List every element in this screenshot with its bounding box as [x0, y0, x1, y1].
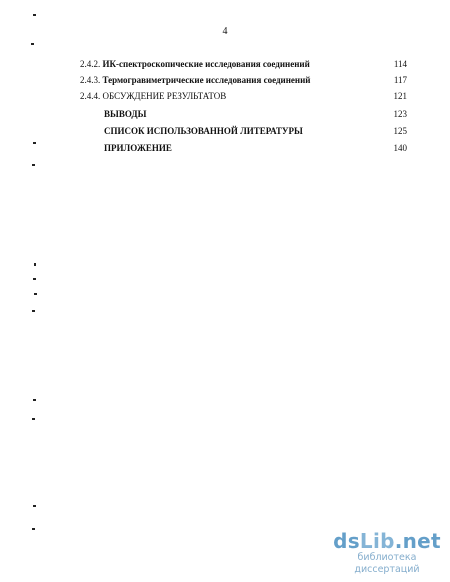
toc-entry — [80, 89, 226, 103]
toc-entry-title: ВЫВОДЫ — [104, 109, 147, 119]
toc-entry-page: 117 — [393, 75, 407, 85]
scan-mark — [33, 505, 36, 507]
dslib-watermark — [328, 530, 446, 576]
toc-entry-number: 2.4.2. — [80, 59, 101, 69]
scan-mark — [31, 43, 34, 45]
toc-entry-title: ИК-спектроскопические исследования соединений — [102, 59, 310, 69]
scan-mark — [32, 418, 35, 420]
scan-mark — [32, 164, 35, 166]
toc-entry — [104, 107, 146, 121]
dslib-logo-net: .net — [394, 529, 441, 553]
toc-entry-title: Термогравиметрические исследования соединений — [102, 75, 311, 85]
toc-entry-number: 2.4.3. — [80, 75, 101, 85]
toc-entry — [104, 124, 303, 138]
dslib-logo — [328, 530, 446, 552]
toc-entry-page: 140 — [393, 143, 407, 153]
page-number: 4 — [222, 26, 228, 37]
dslib-subtitle: библиотека диссертаций — [354, 552, 420, 575]
toc-entry-title: ПРИЛОЖЕНИЕ — [104, 143, 172, 153]
scan-mark — [32, 528, 35, 530]
scan-mark — [34, 263, 36, 266]
scan-mark — [33, 14, 36, 16]
toc-entry-title: ОБСУЖДЕНИЕ РЕЗУЛЬТАТОВ — [102, 91, 227, 101]
toc-entry-number: 2.4.4. — [80, 91, 101, 101]
dslib-logo-lib: Lib — [359, 529, 395, 553]
toc-entry — [80, 73, 310, 87]
toc-entry — [104, 141, 172, 155]
toc-entry-page: 125 — [393, 126, 407, 136]
dslib-logo-ds: ds — [333, 529, 360, 553]
scan-mark — [33, 278, 36, 280]
scan-mark — [34, 293, 37, 295]
toc-entry-page: 123 — [393, 109, 407, 119]
scan-mark — [33, 399, 36, 401]
toc-entry-title: СПИСОК ИСПОЛЬЗОВАННОЙ ЛИТЕРАТУРЫ — [104, 126, 303, 136]
toc-entry-page: 121 — [393, 91, 407, 101]
scan-mark — [33, 142, 36, 144]
scan-mark — [32, 310, 35, 312]
toc-entry-page: 114 — [393, 59, 407, 69]
toc-entry — [80, 57, 310, 71]
